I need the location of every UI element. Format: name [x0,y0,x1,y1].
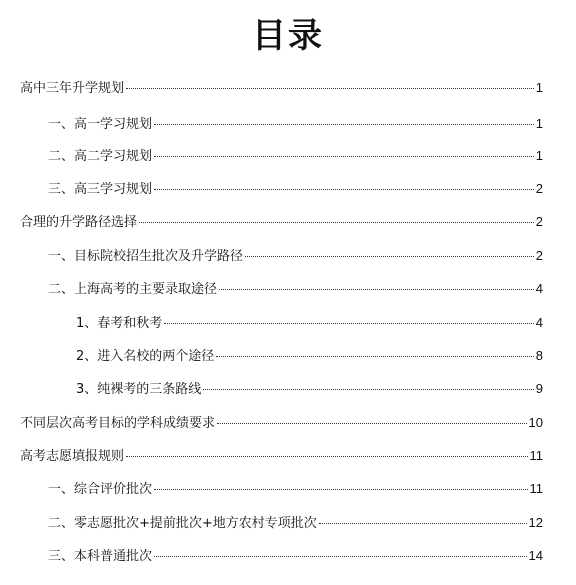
toc-entry-level2[interactable] [48,114,543,134]
toc-entry-level2[interactable] [48,546,543,566]
toc-entry-label: 合理的升学路径选择 [20,215,138,230]
toc-entry-level3[interactable] [76,313,543,333]
dot-leader [245,256,534,257]
dot-leader [139,222,534,223]
toc-entry-page: 2 [535,248,543,263]
toc-entry-level3[interactable] [76,346,543,366]
dot-leader [203,389,533,390]
toc-entry-page: 8 [535,348,543,363]
toc-entry-label: 二、高二学习规划 [48,149,153,164]
toc-entry-page: 10 [528,415,543,430]
dot-leader [154,124,534,125]
toc-entry-level2[interactable] [48,279,543,299]
dot-leader [319,523,527,524]
toc-entry-label: 二、上海高考的主要录取途径 [48,282,218,297]
toc-entry-label: 2、进入名校的两个途径 [76,349,215,364]
toc-entry-level2[interactable] [48,513,543,533]
toc-entry-label: 一、综合评价批次 [48,482,153,497]
toc-entry-page: 4 [535,315,543,330]
toc-entry-page: 2 [535,214,543,229]
toc-entry-level1[interactable] [20,446,543,466]
dot-leader [154,156,534,157]
dot-leader [154,556,527,557]
toc-entry-page: 12 [528,515,543,530]
toc-entry-label: 一、目标院校招生批次及升学路径 [48,249,244,264]
toc-title: 目录 [252,16,324,56]
dot-leader [126,88,534,89]
toc-entry-label: 不同层次高考目标的学科成绩要求 [20,416,216,431]
toc-entry-label: 高中三年升学规划 [20,81,125,96]
toc-entry-label: 3、纯裸考的三条路线 [76,382,202,397]
toc-entry-level3[interactable] [76,379,543,399]
toc-entry-page: 11 [529,448,543,463]
toc-entry-page: 1 [535,80,543,95]
toc-entry-label: 二、零志愿批次+提前批次+地方农村专项批次 [48,516,317,531]
toc-entry-page: 1 [535,116,543,131]
toc-entry-level2[interactable] [48,479,543,499]
toc-entry-page: 9 [535,381,543,396]
toc-entry-page: 11 [529,481,543,496]
dot-leader [126,456,527,457]
toc-entry-label: 高考志愿填报规则 [20,449,125,464]
toc-entry-label: 1、春考和秋考 [76,316,163,331]
toc-entry-level1[interactable] [20,78,543,98]
toc-entry-level1[interactable] [20,413,543,433]
toc-entry-page: 1 [535,148,543,163]
toc-entry-page: 4 [535,281,543,296]
toc-entry-page: 2 [535,181,543,196]
dot-leader [219,289,534,290]
toc-entry-page: 14 [528,548,543,563]
toc-entry-level2[interactable] [48,146,543,166]
dot-leader [216,356,533,357]
toc-entry-level2[interactable] [48,246,543,266]
dot-leader [154,189,534,190]
toc-entry-level2[interactable] [48,179,543,199]
toc-entry-label: 三、高三学习规划 [48,182,153,197]
toc-entry-label: 三、本科普通批次 [48,549,153,564]
toc-entry-level1[interactable] [20,212,543,232]
dot-leader [154,489,527,490]
dot-leader [164,323,533,324]
toc-entry-label: 一、高一学习规划 [48,117,153,132]
dot-leader [217,423,527,424]
